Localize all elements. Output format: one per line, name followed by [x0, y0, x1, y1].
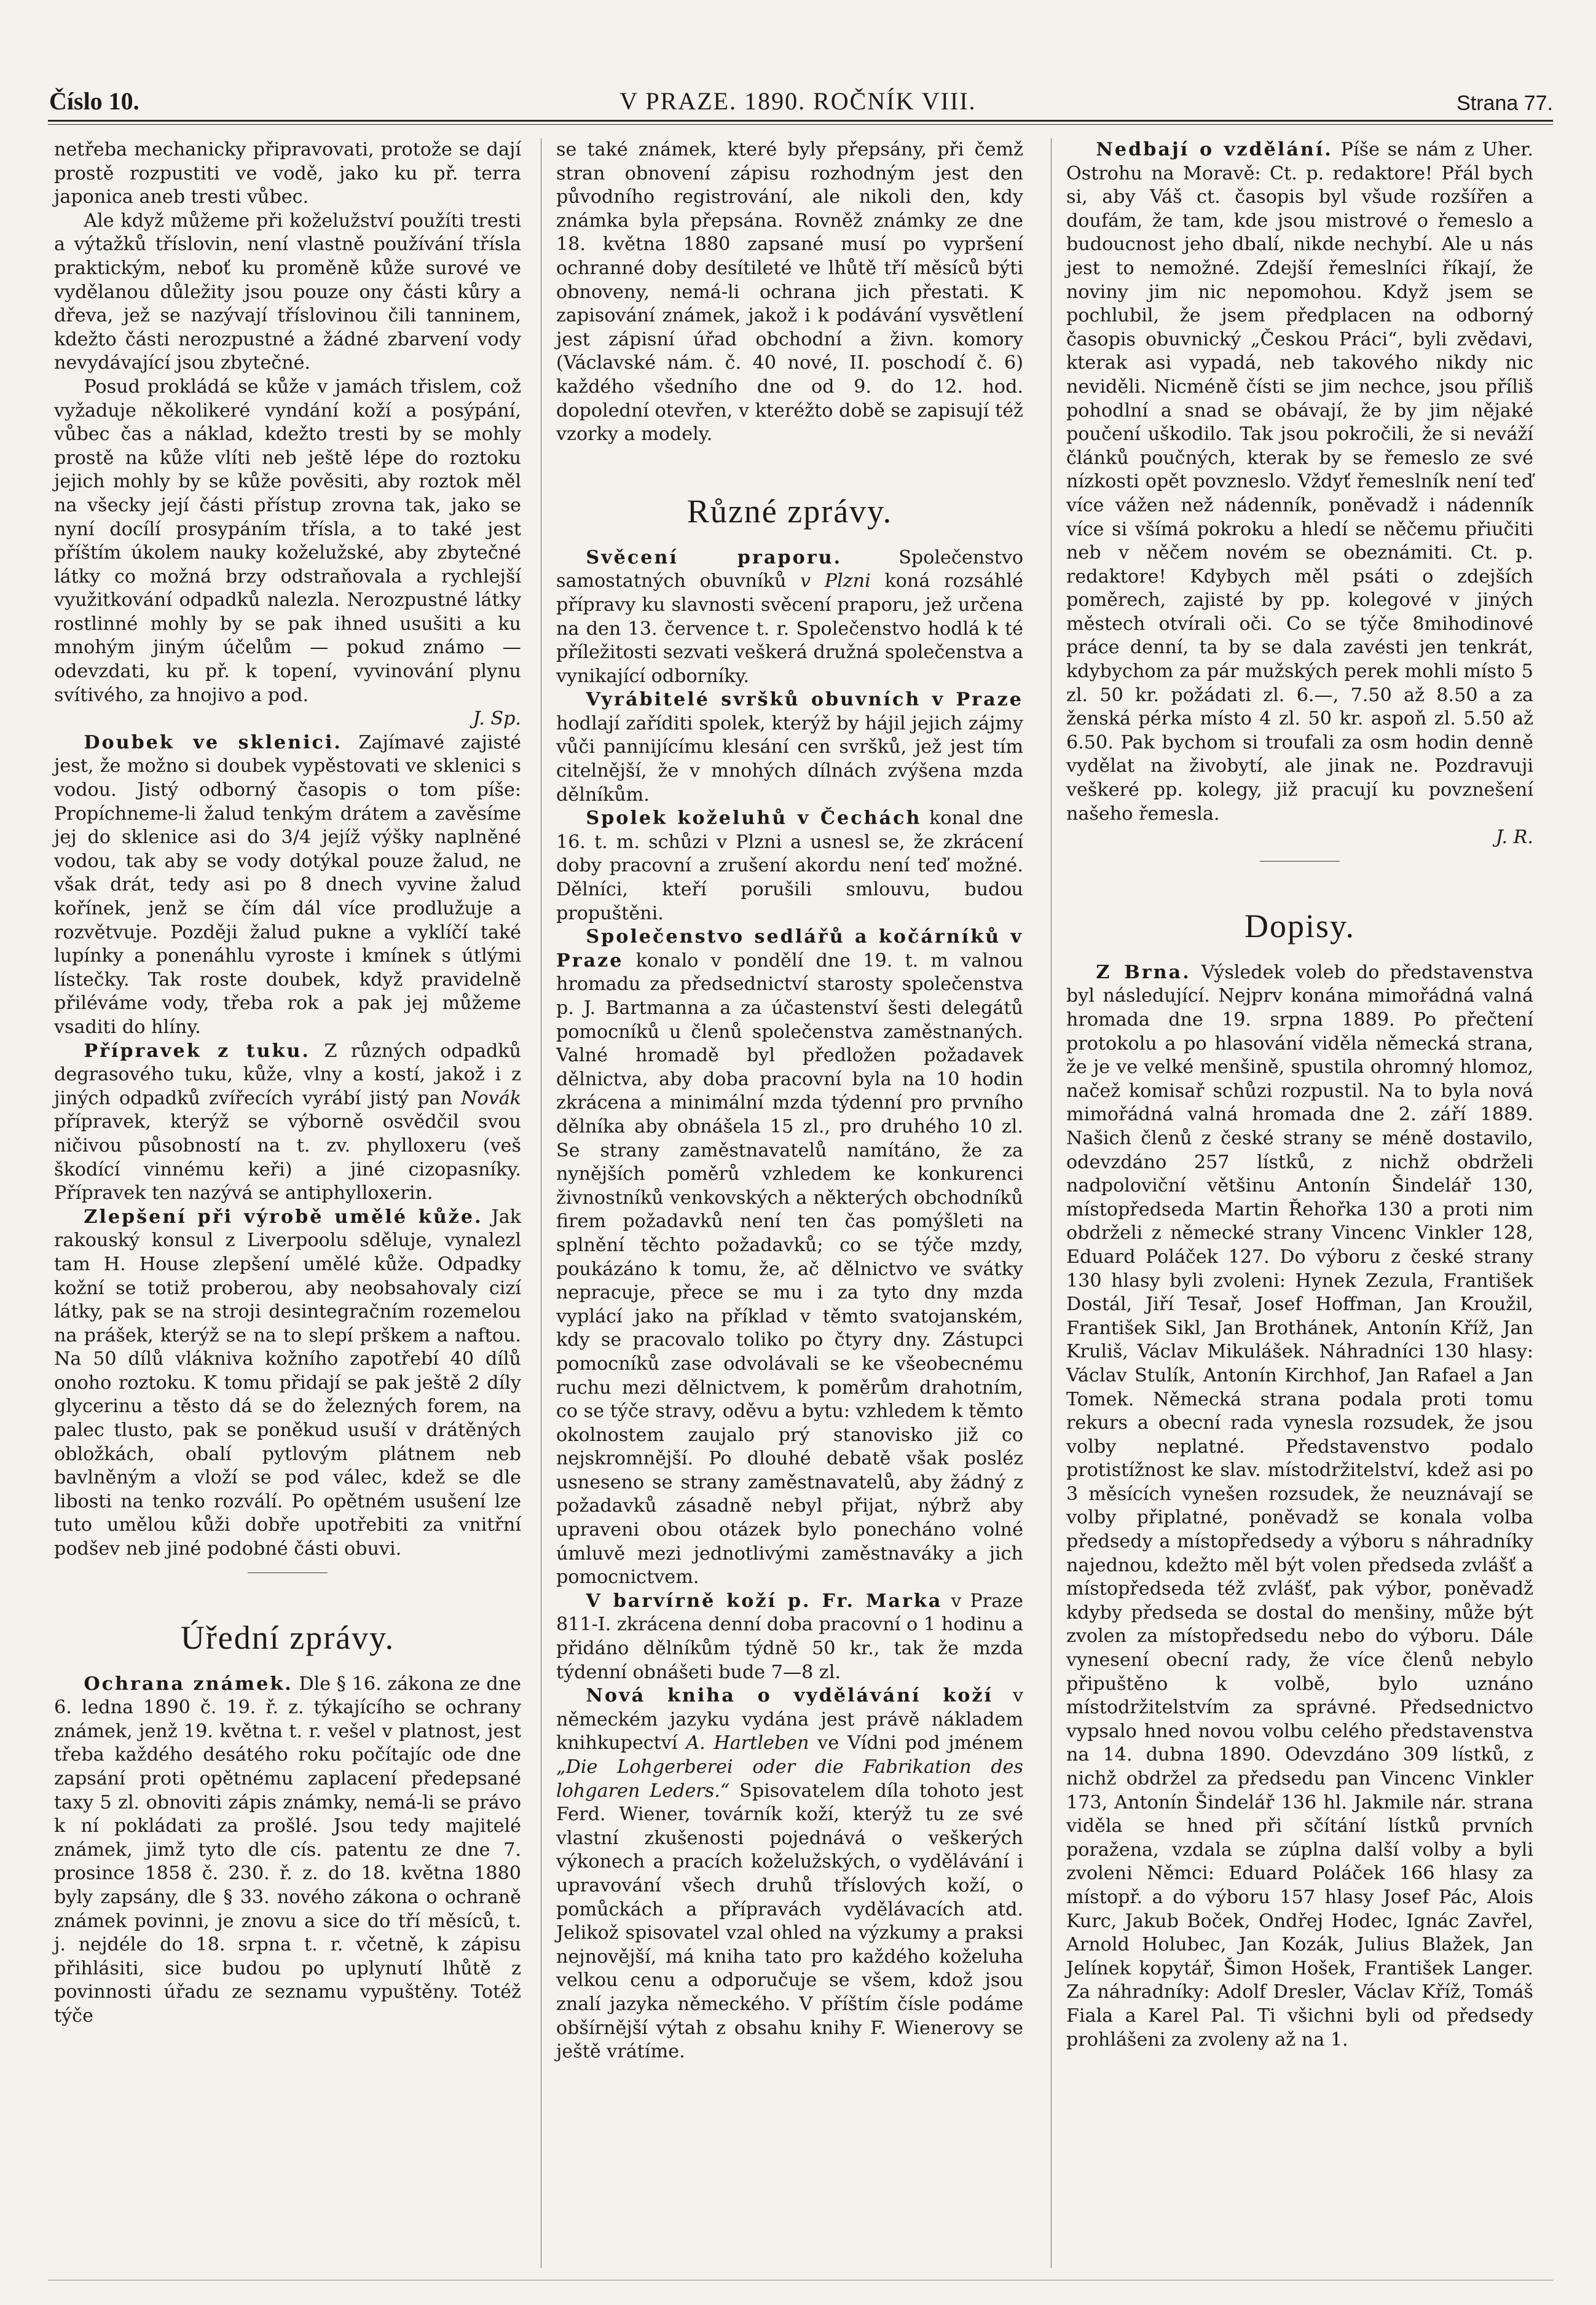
article-text: konal dne 16. t. m. schůzi v Plzni a usnesl se, že zkrácení doby pracovní a zrušení akordu není teď možné. Dělníci, kteří porušili smlouvu, budou propuštěni.	[556, 807, 1023, 924]
article-text: přípravek, kterýž se výborně osvědčil svou ničivou působností na t. zv. phylloxeru (veš škodící vinnému keři) a jiné cizopasníky. Přípravek ten nazývá se antiphylloxerin.	[54, 1111, 521, 1204]
article-text: konalo v pondělí dne 19. t. m valnou hromadu za předsednictví starosty společenstva p. J. Bartmanna a za účastenství šesti delegátů pomocníků u členů společenstva zaměstnaných. Valné hromadě byl předložen požadavek dělnictva, aby doba pracovní byla na 10 hodin zkrácena a minimální mzda týdenní pro prvního dělníka aby obnášela 15 zl., pro druhého 10 zl. Se strany zaměstnavatelů namítáno, že za nynějších poměrů vzhledem ke konkurenci živnostníků venkovských a některých obchodníků firem požadavků není ten čas pomýšleti na splnění těchto požadavků; co se týče mzdy, poukázáno k tomu, že, ač dělnictvo ve svátky nepracuje, přece se mu i za tyto dny mzda vyplácí jako na příklad v těmto svatojanském, kdy se pracovalo toliko po čtyry dny. Zástupci pomocníků zase odvolávali se ke všeobecnému ruchu mezi dělnictvem, k poměrům drahotním, co se týče stravy, oděvu a bytu: vzhledem k těmto okolnostem zaujalo prý stanovisko již co nejskromnější. Po dlouhé debatě však posléz usneseno se strany zaměstnavatelů, aby žádný z požadavků zásadně nebyl přijat, nýbrž aby upraveni obou otázek bylo ponecháno volné úmluvě mezi jednotlivými zaměstnaváky a jich pomocnictvem.	[556, 949, 1023, 1588]
column-3	[1066, 138, 1533, 2052]
place-name: v Plzni	[800, 570, 871, 592]
article	[556, 1590, 1023, 1684]
article	[556, 546, 1023, 689]
article-text: Dle § 16. zákona ze dne 6. ledna 1890 č. 19. ř. z. týkajícího se ochrany známek, jenž 19. května t. r. vešel v platnost, jest třeba každého desátého roku počítajíc ode dne zapsání proti opětnému zaplacení předepsané taxy 5 zl. obnoviti zápis známky, nemá-li se právo k ní pokládati za prošlé. Jsou tedy majitelé známek, jimž tyto dle cís. patentu ze dne 7. prosince 1858 č. 230. ř. z. do 18. května 1880 byly zapsány, dle § 33. nového zákona o ochraně známek povinni, je znovu a sice do tří měsíců, t. j. nejdéle do 18. srpna t. r. včetně, k zápisu přihlásiti, sice budou po uplynutí lhůtě z povinnosti úřadu ze seznamu vypuštěny. Totéž týče	[54, 1673, 521, 2027]
paragraph: netřeba mechanicky připravovati, protože se dají prostě rozpustiti ve vodě, jako ku př. terra japonica aneb tresti vůbec.	[54, 139, 521, 208]
article-text: hodlají zaříditi spolek, kterýž by hájil jejich zájmy vůči pannijícímu klesání cen svršků, jež jest tím citelnější, že v mnohých dílnách zvýšena mzda dělníkům.	[556, 712, 1023, 806]
issue-number: Číslo 10.	[49, 87, 140, 115]
article-heading: Doubek ve sklenici.	[84, 731, 342, 753]
column-1	[54, 138, 521, 2028]
place-year: V PRAZE. 1890. ROČNÍK VIII.	[619, 87, 977, 115]
article-heading: Vyrábitelé svršků obuvních v Praze	[586, 689, 1023, 711]
article-text: Výsledek voleb do představenstva byl následující. Nejprv konána mimořádná valná hromada dne 19. srpna 1889. Po přečtení protokolu a po hlasování viděla německá strana, že je ve velké menšině, spustila ohromný hlomoz, načež komisař schůzi rozpustil. Na to byla nová mimořádná valná hromada dne 2. září 1889. Našich členů z české strany se méně dostavilo, odevzdáno 257 lístků, z nichž obdrželi nadpoloviční většinu Antonín Šindelář 130, místopředseda Martin Řehořka 130 a proti nim obdrželi z německé strany Vincenc Vinkler 128, Eduard Poláček 127. Do výboru z české strany 130 hlasy byli zvoleni: Hynek Zezula, František Dostál, Jiří Tesař, Josef Hoffman, Jan Kroužil, František Sikl, Jan Brothánek, Antonín Kříž, Jan Kruliš, Václav Mikulášek. Náhradníci 130 hlasy: Václav Stulík, Antonín Kirchhof, Jan Rafael a Jan Tomek. Německá strana podala proti tomu rekurs a obecní rada vynesla rozsudek, že jsou volby neplatné. Představenstvo podalo protistížnost ke slav. místodržitelství, kdež asi po 3 měsících vynešen rozsudek, že neuznávají se volby připlatné, poněvadž se konala volba předsedy a místopředsedy a výboru s náhradníky najednou, kdežto měl být volen předseda zvlášť a místopředseda též zvlášť, pak výbor, poněvadž kdyby předseda se dostal do menšiny, může být zvolen za místopředsedu nebo do výboru. Dále vynesení obecní rady, že více členů nebylo připuštěno k volbě, bylo uznáno místodržitelstvím za správné. Předsednictvo vypsalo hned novou volbu celého představenstva na 14. dubna 1890. Odevzdáno 309 lístků, z nichž obdržel za předsedu pan Vincenc Vinkler 173, Antonín Šindelář 136 hl. Jakmile nár. strana viděla se hned při sčítání lístků prvních poražena, vzdala se zúplna další volby a byli zvoleni Němci: Eduard Poláček 166 hlasy za místopř. a do výboru 157 hlasy Josef Pác, Alois Kurc, Jakub Boček, Ondřej Hodec, Ignác Zavřel, Arnold Holubec, Jan Kozák, Julius Blažek, Jan Jelínek kopytář, Šimon Hošek, František Langer. Za náhradníky: Adolf Dresler, Václav Kříž, Tomáš Fiala a Karel Pal. Ti všichni byli od předsedy prohlášeni za zvoleny až na 1.	[1066, 961, 1533, 2051]
person-name: Novák	[461, 1087, 521, 1109]
article-heading: Nová kniha o vydělávání koží	[586, 1685, 994, 1707]
article	[1066, 138, 1533, 826]
column-2	[556, 138, 1023, 2064]
article	[54, 1040, 521, 1206]
article-heading: Z Brna.	[1096, 961, 1191, 983]
article-text: , byli zvědavi, kterak asi vypadá, neb takového nikdy nic neviděli. Nicméně čísti se jim nechce, jsou příliš pohodlní a snad se obávají, že by jim nějaké poučení uškodilo. Tak jsou pokročili, že si neváží článků poučných, kterak by se řemeslo ze své nízkosti opět povzneslo. Vždyť řemeslník není teď více vážen než nádenník, poněvadž i nádenník více si všímá pokroku a hledí se něčemu přiučiti neb v něčem novém se obeznámiti. Ct. p. redaktore! Kdybych měl psáti o zdejších poměrech, zajisté by pp. kolegové v jiných městech otvírali oči. Co se týče 8mihodinové práce denní, ta by se dala zavésti jen tenkrát, kdybychom za pár mužských perek mohli místo 5 zl. 50 kr. požádati zl. 6.—, 7.50 až 8.50 a za ženská pérka místo 4 zl. 50 kr. aspoň zl. 5.50 až 6.50. Pak bychom si troufali za osm hodin denně vydělat na živobytí, ale jinak ne. Pozdravuji veškeré pp. kolegy, již pracují ku povznešení našeho řemesla.	[1066, 328, 1533, 825]
article	[556, 1684, 1023, 2064]
book-title: „Die Lohgerberei oder die Fabrikation des lohgaren Leders.“	[556, 1756, 1023, 1802]
article-text: v německém jazyku vydána jest právě nákladem knihkupectví	[556, 1685, 1023, 1754]
article	[54, 731, 521, 1040]
signature: J. R.	[1495, 827, 1533, 849]
article-heading: Ochrana známek.	[84, 1673, 293, 1695]
header-rule-thin	[48, 124, 1553, 125]
column-divider	[1051, 138, 1052, 2268]
page-header	[49, 73, 1553, 116]
article-heading: Zlepšení při výrobě umělé kůže.	[84, 1206, 483, 1228]
article-text: Z různých odpadků degrasového tuku, kůže, vlny a kostí, jakož i z jiných odpadků zvířecích vyrábí jistý pan	[54, 1040, 521, 1109]
article	[1066, 961, 1533, 2052]
article	[556, 807, 1023, 925]
paragraph: Posud prokládá se kůže v jamách třislem, což vyžaduje několikeré vyndání koží a posýpání, vůbec čas a náklad, kdežto tresti by se mohly prostě na kůže vlíti neb ještě lépe do roztoku jejich mohly by se kůže pověsiti, aby roztok měl na všecky její části přístup zrovna tak, jako se nyní docílí prosypáním třísla, a to také jest příštím úkolem nauky koželužské, aby zbytečné látky co možná brzy odstraňovala a rychlejší využitkování odpadků nalezla. Nerozpustné látky rostlinné mohly by se pak ihned usušiti a ku mnohým jiným účelům — pokud známo — odevzdati, ku př. k topení, vyvinování plynu svítivého, za hnojivo a pod.	[54, 375, 521, 706]
article-text: v Praze 811-I. zkrácena denní doba pracovní o 1 hodinu a přidáno dělníkům týdně 50 kr., tak že mzda týdenní obnášeti bude 7—8 zl.	[556, 1590, 1023, 1683]
article-text: Společenstvo samostatných obuvníků	[556, 546, 1023, 592]
paragraph: se také známek, které byly přepsány, při čemž stran obnovení zápisu rozhodným jest den původního registrování, ale nikoli den, kdy známka byla přepsána. Rovněž známky ze dne 18. května 1880 zapsané musí po vypršení ochranné doby desítileté ve lhůtě tří měsíců býti obnoveny, nemá-li ochrana jich přestati. K zapisování známek, jakož i k podávání vysvětlení jest zápisní úřad obchodní a živn. komory (Václavské nám. č. 40 nové, II. poschodí č. 6) každého všedního dne od 9. do 12. hod. dopolední otevřen, v kteréžto době se zapisují též vzorky a modely.	[556, 139, 1023, 446]
article-text: Zajímavé zajisté jest, že možno si doubek vypěstovati ve sklenici s vodou. Jistý odborný časopis o tom píše: Propíchneme-li žalud tenkým drátem a zavěsíme jej do sklenice asi do 3/4 jejíž výšky naplněné vodou, tak aby se vody dotýkal pouze žalud, ne však drát, tedy asi po 8 dnech vyvine žalud kořínek, jenž se čím dál více prodlužuje a rozvětvuje. Později žalud pukne a vyklíčí také lupínky a ponenáhlu vyroste i kmínek s útlými lístečky. Tak roste doubek, když pravidelně přiléváme vody, třeba rok a pak jej můžeme vsaditi do hlíny.	[54, 731, 521, 1038]
section-title: Dopisy.	[1244, 907, 1355, 944]
article	[54, 1673, 521, 2028]
article-text: Píše se nám z Uher. Ostrohu na Moravě: Ct. p. redaktore! Přál bych si, aby Váš ct. časopis byl všude rozšířen a doufám, že tam, kde jsou mistrové o řemeslo a budoucnost jeho dbalí, nikde nechybí. Ale u nás jest to nemožné. Zdejší řemeslníci říkají, že noviny jim nic nepomohou. Když jsem se pochlubil, že jsem předplacen na odborný časopis obuvnický	[1066, 139, 1533, 350]
header-rule	[48, 120, 1553, 122]
section-title: Úřední zprávy.	[180, 1619, 395, 1656]
newspaper-name: „Českou Práci“	[1251, 328, 1397, 350]
publisher-name: A. Hartleben	[686, 1732, 809, 1754]
page-number: Strana 77.	[1456, 92, 1553, 115]
article-text: Jak rakouský konsul z Liverpoolu sděluje, vynalezl tam H. House zlepšení umělé kůže. Odpadky kožní se totiž proberou, aby neobsahovaly cizí látky, pak se na stroji desintegračním rozemelou na prášek, kterýž se na to slepí prškem a naftou. Na 50 dílů vlákniva kožního zapotřebí 40 dílů onoho roztoku. K tomu přidají se pak ještě 2 díly glycerinu a těsto dá se do železných forem, na palec tlusto, pak se poněkud usuší v drátěných obložkách, obalí pytlovým plátnem neb bavlněným a vloží se pod válec, kdež se dle libosti na tenko rozválí. Po opětném usušení lze tuto umělou kůži dobře upotřebiti za vnitřní podšev neb jiné podobné části obuvi.	[54, 1206, 521, 1560]
article-heading: Společenstvo sedlářů a kočárníků v Praze	[556, 926, 1023, 972]
article-heading: Nedbají o vzdělání.	[1096, 139, 1333, 160]
paragraph: Ale když můžeme při koželužství použíti tresti a výtažků tříslovin, není vlastně používání třísla praktickým, neboť ku proměně kůže surové ve vydělanou důležity jsou pouze ony části kůry a dřeva, jež se nazývají tříslovinou čili tanninem, kdežto části nerozpustné a žádné zbarvení vody nevydávající jsou zbytečné.	[54, 210, 521, 374]
signature: J. Sp.	[473, 708, 521, 730]
article	[556, 688, 1023, 807]
article-text: Spisovatelem díla tohoto jest Ferd. Wiener, továrník koží, kterýž tu ze své vlastní zkušenosti pojednává o veškerých výkonech a pracích koželužských, o vydělávání i upravování všech druhů tříslových koží, o pomůckách a přípravách vydělávacích atd. Jelikož spisovatel vzal ohled na výzkumy a praksi nejnovější, má kniha tato pro každého koželuha velkou cenu a odporučuje se všem, kdož jsou znalí jazyka německého. V příštím čísle podáme obšírnější výtah z obsahu knihy F. Wienerovy se ještě vrátíme.	[556, 1780, 1023, 2063]
article	[556, 925, 1023, 1590]
article-heading: Svěcení praporu.	[586, 546, 843, 568]
section-title: Různé zprávy.	[686, 492, 893, 530]
article-text: koná rozsáhlé přípravy ku slavnosti svěcení praporu, jež určena na den 13. července t. r. Společenstvo hodlá k té příležitosti sezvati veškerá družná společenstva a vynikající odborníky.	[556, 570, 1024, 687]
section-divider	[1260, 861, 1340, 862]
article-heading: Spolek koželuhů v Čechách	[586, 807, 922, 830]
article-text: ve Vídni pod jménem	[809, 1732, 1023, 1754]
article	[54, 1206, 521, 1561]
article-heading: V barvírně koží p. Fr. Marka	[586, 1590, 943, 1612]
article-heading: Přípravek z tuku.	[84, 1040, 310, 1062]
